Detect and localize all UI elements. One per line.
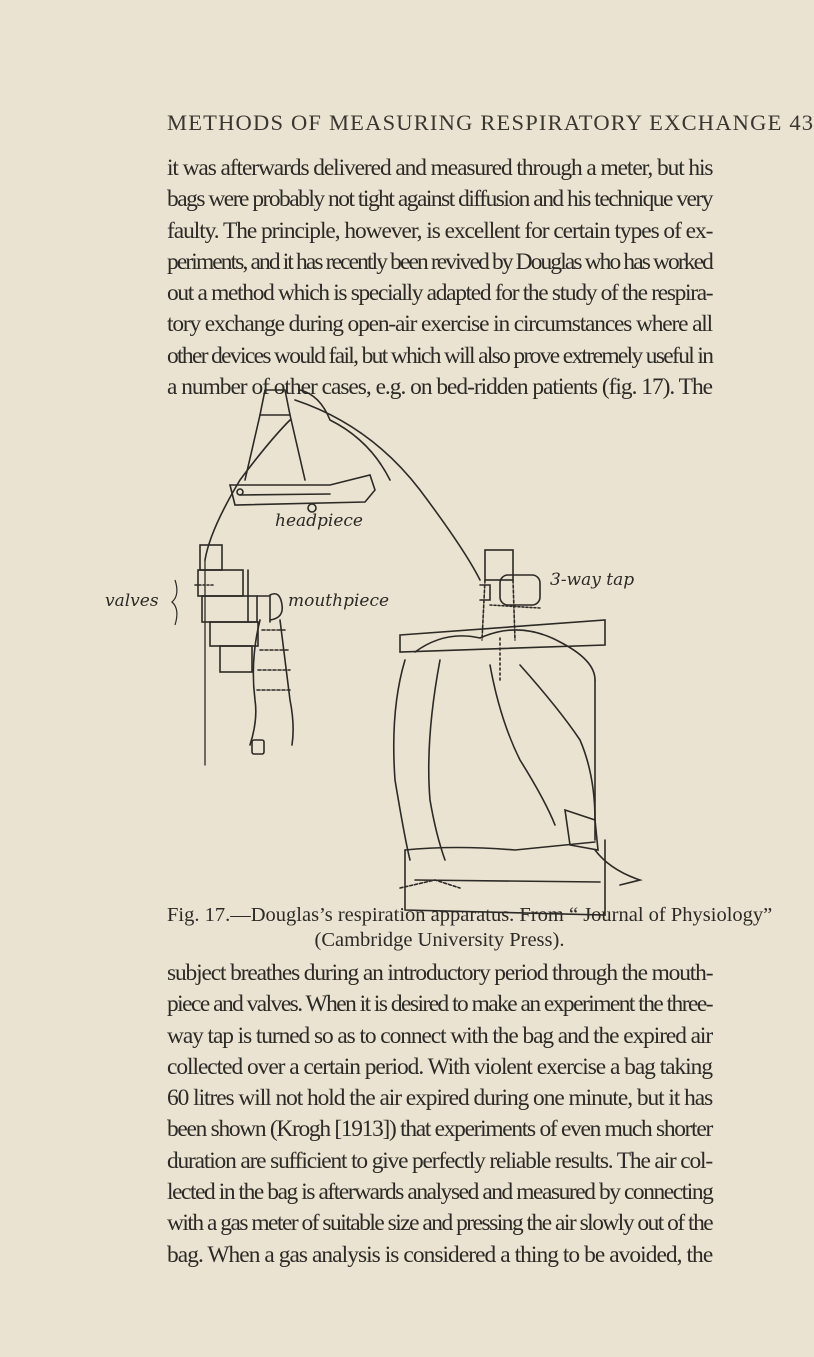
text-line: 60 litres will not hold the air expired during one minute, but it has	[167, 1085, 713, 1112]
text-line: collected over a certain period. With violent exercise a bag taking	[167, 1053, 712, 1080]
text-line: bag. When a gas analysis is considered a thing to be avoided, the	[167, 1241, 713, 1268]
bag-drawing	[394, 620, 640, 915]
text-line: faulty. The principle, however, is excellent for certain types of ex-	[167, 217, 713, 244]
text-line: piece and valves. When it is desired to make an experiment the three-	[167, 991, 712, 1018]
text-line: out a method which is specially adapted for the study of the respira-	[167, 280, 713, 307]
text-line: lected in the bag is afterwards analysed and measured by connecting	[167, 1179, 713, 1206]
text-line: duration are sufficient to give perfectly reliable results. The air col-	[167, 1147, 712, 1174]
caption-line: Fig. 17.—Douglas’s respiration apparatus. From “ Journal of Physiology”	[167, 904, 773, 926]
text-line: a number of other cases, e.g. on bed-ridden patients (fig. 17). The	[167, 374, 712, 401]
text-line: with a gas meter of suitable size and pressing the air slowly out of the	[167, 1210, 713, 1237]
text-line: been shown (Krogh [1913]) that experiments of even much shorter	[167, 1116, 712, 1143]
text-line: tory exchange during open-air exercise in circumstances where all	[167, 311, 712, 338]
text-line: periments, and it has recently been revived by Douglas who has worked	[167, 248, 712, 275]
headpiece-label: headpiece	[275, 511, 363, 531]
figure-caption	[167, 903, 773, 953]
caption-line: (Cambridge University Press).	[314, 929, 565, 951]
headpiece-drawing	[205, 390, 480, 765]
text-line: other devices would fail, but which will also prove extremely useful in	[167, 342, 713, 369]
mouthpiece-label: mouthpiece	[288, 591, 390, 611]
text-line: way tap is turned so as to connect with the bag and the expired air	[167, 1022, 713, 1049]
text-line: it was afterwards delivered and measured through a meter, but his	[167, 155, 713, 181]
paragraph-2	[167, 958, 712, 1271]
valves-drawing	[195, 545, 270, 672]
valves-label: valves	[105, 591, 159, 611]
valves-brace	[172, 580, 177, 625]
text-line: subject breathes during an introductory period through the mouth-	[167, 960, 713, 986]
strap-top	[260, 390, 290, 415]
text-line: bags were probably not tight against diffusion and his technique very	[167, 186, 712, 213]
paragraph-1	[167, 153, 712, 403]
apparatus-figure	[105, 380, 700, 920]
tap-label: 3-way tap	[550, 570, 635, 590]
running-header: METHODS OF MEASURING RESPIRATORY EXCHANGE 43	[167, 110, 814, 135]
